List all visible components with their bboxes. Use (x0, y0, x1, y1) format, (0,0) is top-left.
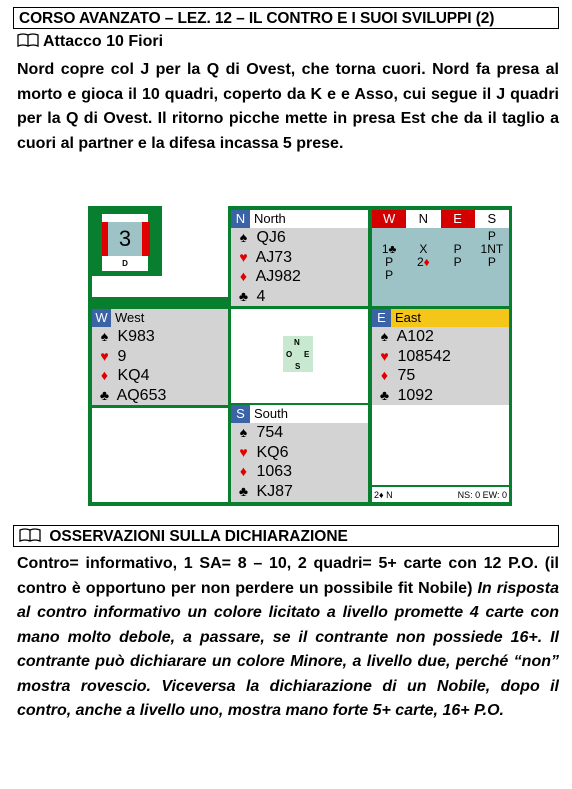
board-number-card (88, 206, 162, 276)
spade-icon: ♠ (100, 328, 109, 344)
heart-icon: ♥ (380, 347, 389, 364)
heart-icon: ♥ (100, 347, 109, 364)
south-seat-name: South (254, 406, 288, 421)
opening-lead (17, 33, 163, 51)
spade-icon: ♠ (239, 229, 248, 245)
diamond-icon: ♦ (100, 367, 109, 383)
heart-icon: ♥ (239, 443, 248, 460)
club-icon: ♣ (238, 287, 249, 304)
compass-rose: N O E S (283, 336, 313, 372)
west-seat-name: West (115, 310, 145, 325)
dealer-label: D (122, 259, 128, 268)
table-center (231, 309, 368, 403)
opening-lead-label: Attacco 10 Fiori (43, 33, 164, 50)
spade-icon: ♠ (239, 424, 248, 440)
auction-header-north: N (418, 211, 429, 226)
observations-header (13, 525, 559, 547)
auction-box (372, 210, 509, 306)
book-icon (17, 33, 39, 47)
north-seat-name: North (254, 211, 286, 226)
diamond-icon: ♦ (239, 268, 248, 284)
spade-icon: ♠ (380, 328, 389, 344)
auction-header-east: E (441, 210, 475, 228)
auction-header-south: S (487, 211, 497, 226)
book-icon (19, 528, 41, 542)
diamond-icon: ♦ (380, 367, 389, 383)
east-seat-name: East (395, 310, 422, 325)
result-bar (372, 487, 509, 502)
south-hand: S South ♠ 754 ♥ KQ6 ♦ 1063 ♣ KJ87 (231, 405, 368, 502)
play-description: Nord copre col J per la Q di Ovest, che torna cuori. Nord fa presa al morto e gioca il 10 quadri, coperto da K e e Asso, cui segue il J quadri per la Q di Ovest. Il ritorno picche mette in presa Est che da il taglio a cuori al partner e la difesa incassa 5 prese. (17, 61, 559, 152)
auction-bids: P 1♣ X P 1NT P 2♦ P P P (381, 229, 504, 282)
east-hand: E East ♠ A102 ♥ 108542 ♦ 75 ♣ 1092 (372, 309, 509, 405)
trick-count: NS: 0 EW: 0 (457, 490, 507, 500)
lesson-title: CORSO AVANZATO – LEZ. 12 – IL CONTRO E I SUOI SVILUPPI (2) (13, 7, 559, 29)
observations-title: OSSERVAZIONI SULLA DICHIARAZIONE (49, 528, 348, 545)
board-info-cell (88, 206, 228, 301)
club-icon: ♣ (379, 386, 390, 403)
observations-text: Contro= informativo, 1 SA= 8 – 10, 2 quadri= 5+ carte con 12 P.O. (il contro è opportuno per non perdere un possibile fit Nobile) In risposta al contro informativo un colore licitato a livello promette 4 carte con mano molto debole, a passare, se il contrante non possiede 16+. Il contrante può dichiarare un colore Minore, a livello due, perché “non” mostra rovescio. Viceversa la dichiarazione di un Nobile, dopo il contro, anche a livello uno, mostra mano forte 5+ carte, 16+ P.O. (17, 555, 559, 719)
auction-header-west: W (372, 210, 406, 228)
bridge-deal-diagram (88, 206, 512, 506)
diamond-icon: ♦ (239, 463, 248, 479)
club-icon: ♣ (99, 386, 110, 403)
west-hand: W West ♠ K983 ♥ 9 ♦ KQ4 ♣ AQ653 (92, 309, 228, 405)
heart-icon: ♥ (239, 248, 248, 265)
club-icon: ♣ (238, 482, 249, 499)
empty-cell (92, 408, 228, 502)
north-hand: N North ♠ QJ6 ♥ AJ73 ♦ AJ982 ♣ 4 (231, 210, 368, 306)
board-number: 3 (108, 222, 142, 256)
final-contract: 2♦ N (374, 490, 393, 500)
result-blank (372, 405, 509, 485)
